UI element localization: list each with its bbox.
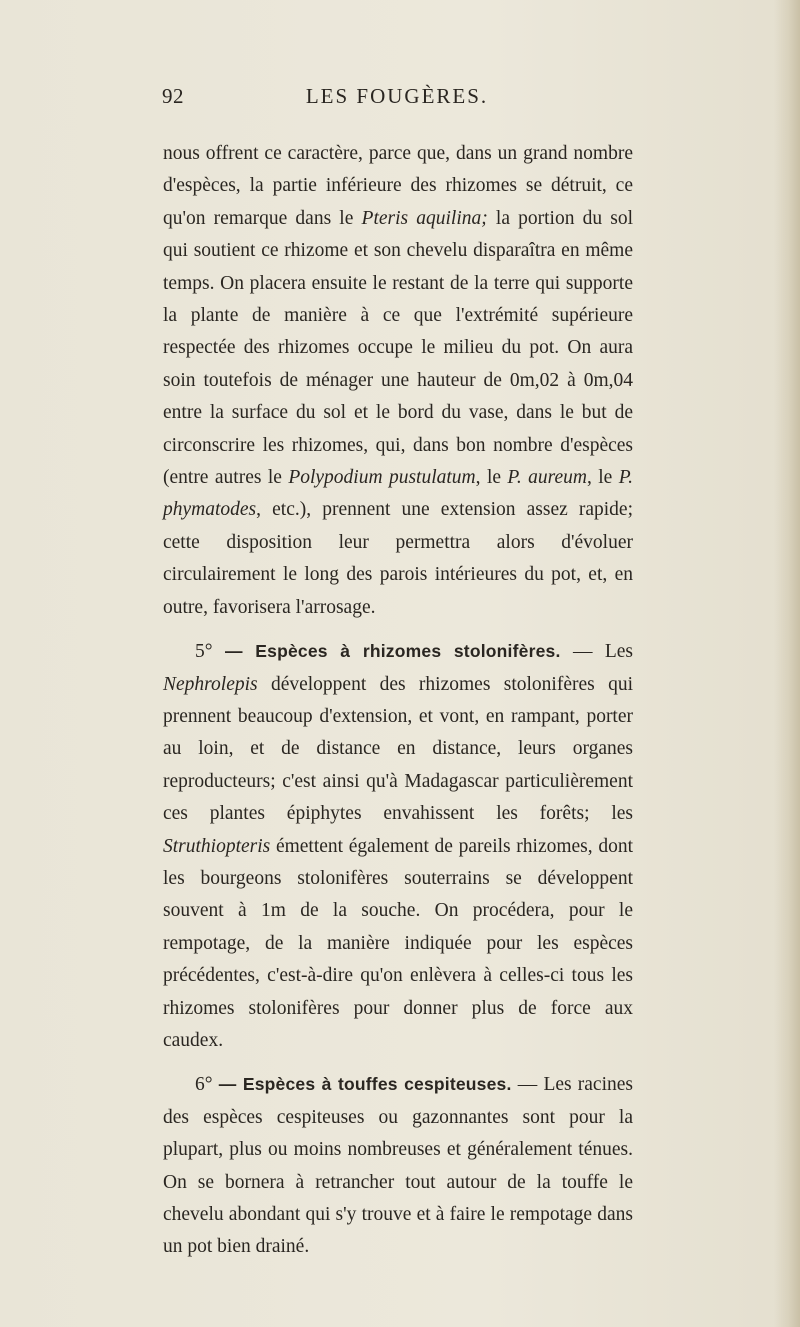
paragraph-section-6: [163, 1068, 633, 1263]
section-number: 6°: [195, 1074, 213, 1096]
text-run: — Les: [560, 641, 634, 663]
species-name-polypodium: Polypodium pustulatum: [288, 467, 476, 489]
section-number: 5°: [195, 641, 213, 663]
text-run: émettent également de pareils rhizomes, dont les bourgeons stolonifères souterrains se développent souvent à 1m de la souche. On procédera, pour le rempotage, de la manière indiquée pour les espèces précédentes, c'est-à-dire qu'on enlèvera à celles-ci tous les rhizomes stolonifères pour donner plus de force aux caudex.: [163, 835, 633, 1051]
text-run: — Les racines des espèces cespiteuses ou gazonnantes sont pour la plupart, plus ou moins nombreuses et généralement ténues. On se bornera à retrancher tout autour de la touffe le chevelu abondant qui s'y trouve et à faire le rempotage dans un pot bien drainé.: [163, 1074, 634, 1258]
species-name-phymatodes: P. phymatodes: [163, 467, 633, 521]
page-edge-shadow: [774, 0, 800, 1327]
text-run: , etc.), prennent une extension assez rapide; cette disposition leur permettra alors d'évoluer circulairement le long des parois intérieures du pot, et, en outre, favorisera l'arrosage.: [163, 499, 633, 618]
species-name-nephrolepis: Nephrolepis: [163, 673, 258, 695]
paragraph-section-5: [163, 635, 633, 1057]
species-name-struthiopteris: Struthiopteris: [163, 835, 271, 857]
section-heading: — Espèces à touffes cespiteuses.: [218, 1074, 512, 1095]
text-run: , le: [586, 467, 619, 489]
running-title: LES FOUGÈRES.: [305, 84, 489, 108]
species-name-pteris: Pteris aquilina;: [361, 207, 488, 229]
text-run: , le: [475, 467, 508, 489]
paragraph-rhizome-continuation: [163, 138, 633, 624]
page-number: 92: [162, 84, 184, 108]
species-name-aureum: P. aureum: [507, 467, 587, 489]
text-run: développent des rhizomes stolonifères qui prennent beaucoup d'extension, et vont, en rampant, porter au loin, et de distance en distance, leurs organes reproducteurs; c'est ainsi qu'à Madagascar particulièrement ces plantes épiphytes envahissent les forêts; les: [163, 673, 633, 825]
text-run: nous offrent ce caractère, parce que, dans un grand nombre d'espèces, la partie inférieure des rhizomes se détruit, ce qu'on remarque dans le: [163, 143, 633, 229]
section-heading: — Espèces à rhizomes stolonifères.: [224, 641, 561, 662]
page-body: [163, 138, 633, 1264]
text-run: la portion du sol qui soutient ce rhizome et son chevelu disparaîtra en même temps. On placera ensuite le restant de la terre qui supporte la plante de manière à ce que l'extrémité supérieure respectée des rhizomes occupe le milieu du pot. On aura soin toutefois de ménager une hauteur de 0m,02 à 0m,04 entre la surface du sol et le bord du vase, dans le but de circonscrire les rhizomes, qui, dans bon nombre d'espèces (entre autres le: [163, 207, 634, 489]
